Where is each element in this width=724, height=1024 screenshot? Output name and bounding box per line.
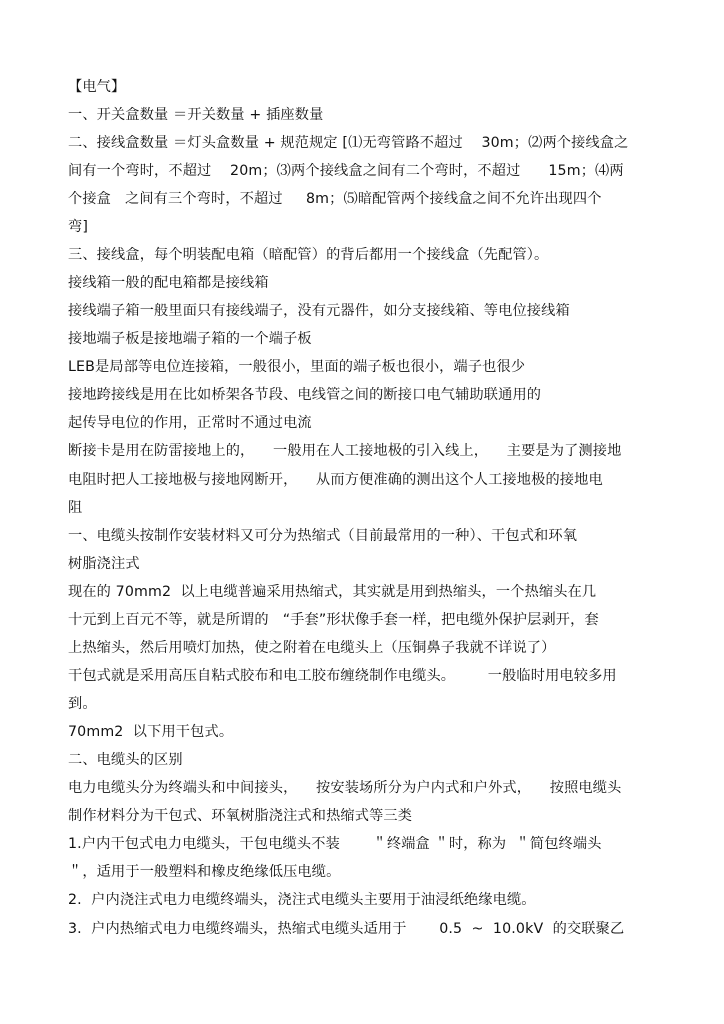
text-line: 上热缩头，然后用喷灯加热，使之附着在电缆头上（压铜鼻子我就不详说了） xyxy=(68,640,556,656)
text-line: 一、开关盒数量 ＝开关数量 + 插座数量 xyxy=(68,107,324,123)
text-line: 2. 户内浇注式电力电缆终端头，浇注式电缆头主要用于油浸纸绝缘电缆。 xyxy=(68,892,536,908)
text-line: 十元到上百元不等，就是所谓的 “手套”形状像手套一样，把电缆外保护层剥开，套 xyxy=(68,612,599,628)
section-heading-electrical: 【电气】 xyxy=(68,79,126,95)
text-line: 树脂浇注式 xyxy=(68,556,140,572)
text-line: LEB是局部等电位连接箱，一般很小，里面的端子板也很小，端子也很少 xyxy=(68,359,526,375)
text-line: 二、电缆头的区别 xyxy=(68,752,183,768)
text-line: 三、接线盒，每个明装配电箱（暗配管）的背后都用一个接线盒（先配管）。 xyxy=(68,247,549,263)
text-line: 接线箱一般的配电箱都是接线箱 xyxy=(68,275,269,291)
text-line: 到。 xyxy=(68,696,97,712)
text-line: 电力电缆头分为终端头和中间接头， 按安装场所分为户内式和户外式， 按照电缆头 xyxy=(68,780,622,796)
text-line: 干包式就是采用高压自粘式胶布和电工胶布缠绕制作电缆头。 一般临时用电较多用 xyxy=(68,668,617,684)
text-line: 弯] xyxy=(68,219,89,235)
text-line: 一、电缆头按制作安装材料又可分为热缩式（目前最常用的一种）、干包式和环氧 xyxy=(68,528,578,544)
text-line: 1.户内干包式电力电缆头，干包电缆头不装 ＂终端盒 ＂时，称为 ＂简包终端头 xyxy=(68,836,602,852)
text-line: 接地端子板是接地端子箱的一个端子板 xyxy=(68,331,312,347)
text-line: 电阻时把人工接地极与接地网断开， 从而方便准确的测出这个人工接地极的接地电 xyxy=(68,472,603,488)
text-line: 3. 户内热缩式电力电缆终端头，热缩式电缆头适用于 0.5 ~ 10.0kV 的交联聚乙 xyxy=(68,921,625,937)
text-line: 断接卡是用在防雷接地上的， 一般用在人工接地极的引入线上， 主要是为了测接地 xyxy=(68,443,622,459)
text-line: 制作材料分为干包式、环氧树脂浇注式和热缩式等三类 xyxy=(68,808,413,824)
text-line: 间有一个弯时，不超过 20m；⑶两个接线盒之间有二个弯时，不超过 15m；⑷两 xyxy=(68,163,624,179)
text-line: 个接盒 之间有三个弯时，不超过 8m；⑸暗配管两个接线盒之间不允许出现四个 xyxy=(68,191,602,207)
text-line: 接线端子箱一般里面只有接线端子，没有元器件，如分支接线箱、等电位接线箱 xyxy=(68,303,570,319)
text-line: ＂，适用于一般塑料和橡皮绝缘低压电缆。 xyxy=(68,864,341,880)
text-line: 阻 xyxy=(68,500,83,516)
text-line: 二、接线盒数量 ＝灯头盒数量 + 规范规定 [⑴无弯管路不超过 30m；⑵两个接线盒之 xyxy=(68,135,629,151)
text-line: 70mm2 以下用干包式。 xyxy=(68,724,234,740)
text-line: 现在的 70mm2 以上电缆普遍采用热缩式，其实就是用到热缩头，一个热缩头在几 xyxy=(68,584,597,600)
text-line: 接地跨接线是用在比如桥架各节段、电线管之间的断接口电气辅助联通用的 xyxy=(68,387,542,403)
text-line: 起传导电位的作用，正常时不通过电流 xyxy=(68,415,312,431)
